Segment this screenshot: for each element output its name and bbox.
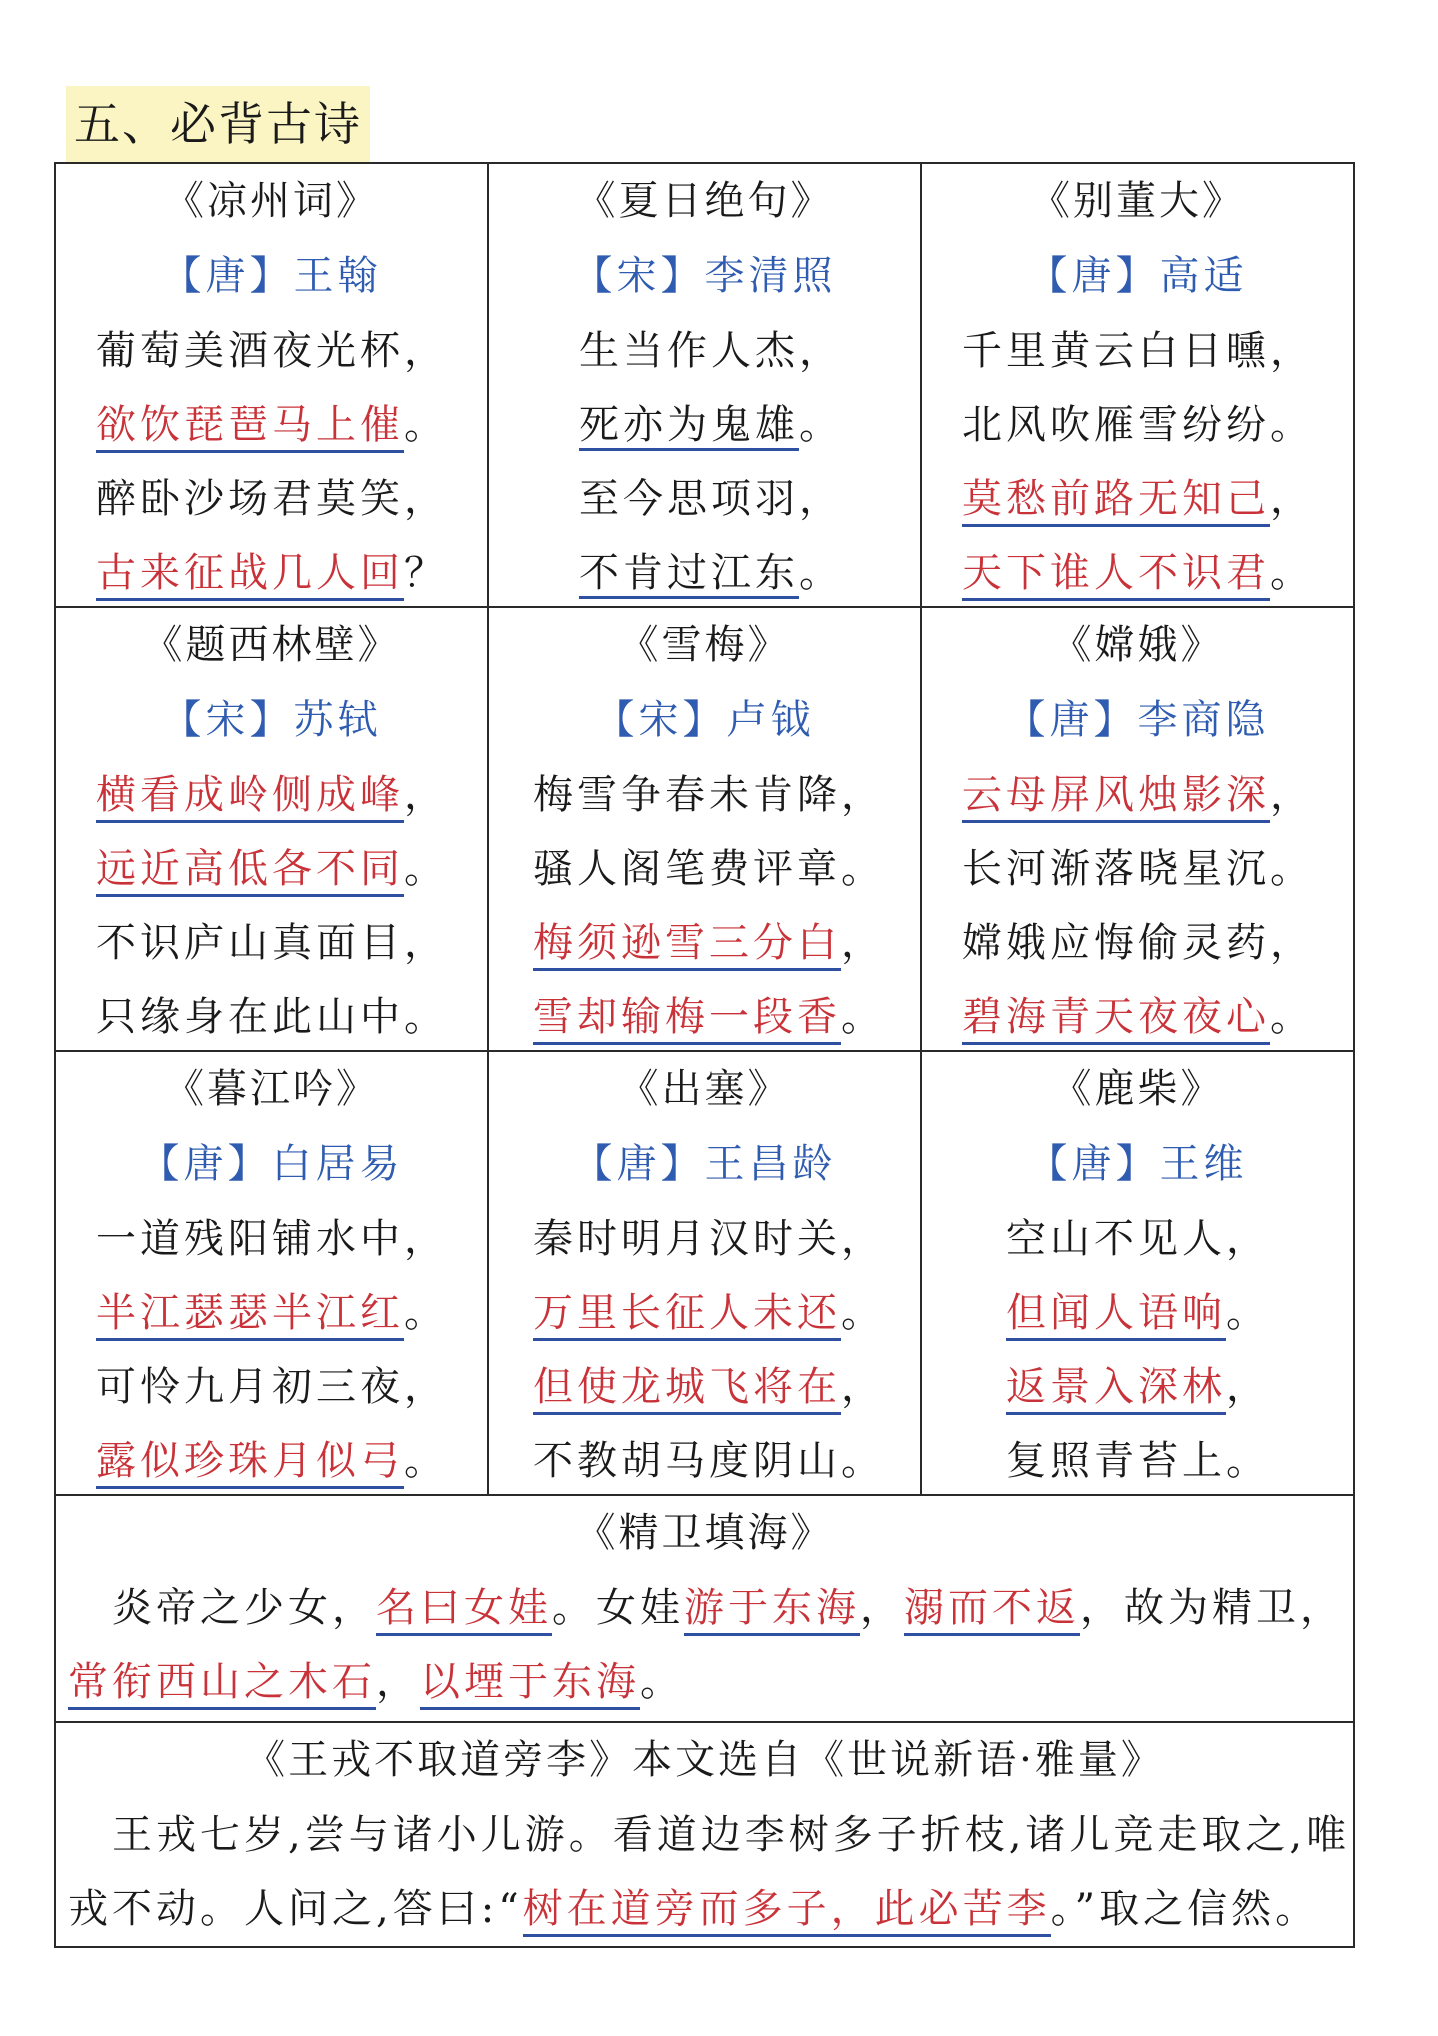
poem-author: 【唐】高适 xyxy=(1027,253,1248,299)
prose-line xyxy=(56,1571,1353,1645)
poem-line xyxy=(56,758,487,832)
punctuation: ， xyxy=(1226,1216,1270,1262)
poem-cell xyxy=(55,607,488,1051)
poem-title: 《暮江吟》 xyxy=(164,1066,379,1112)
punctuation: ， xyxy=(841,920,885,966)
highlighted-verse: 但闻人语响 xyxy=(1006,1290,1226,1341)
prose-text: 。 xyxy=(640,1659,684,1705)
poem-author: 【宋】李清照 xyxy=(572,253,837,299)
poem-line xyxy=(922,758,1353,832)
wangrong-body xyxy=(56,1798,1353,1946)
punctuation: 。 xyxy=(799,402,843,448)
poem-line xyxy=(922,832,1353,906)
poem-cell xyxy=(921,163,1354,607)
poem-title: 《出塞》 xyxy=(618,1066,791,1112)
poem-author: 【唐】王维 xyxy=(1027,1141,1248,1187)
verse: 秦时明月汉时关 xyxy=(533,1216,841,1262)
punctuation: 。 xyxy=(799,550,843,596)
verse: 不识庐山真面目 xyxy=(96,920,404,966)
poem-line xyxy=(922,462,1353,536)
punctuation: ， xyxy=(404,328,448,374)
punctuation: ， xyxy=(841,772,885,818)
highlighted-verse: 雪却输梅一段香 xyxy=(533,994,841,1045)
highlighted-verse: 梅须逊雪三分白 xyxy=(533,920,841,971)
prose-text: 。女娃 xyxy=(552,1585,684,1631)
poem-cell xyxy=(921,607,1354,1051)
punctuation: 。 xyxy=(1226,1438,1270,1484)
highlighted-phrase: 常衔西山之木石 xyxy=(68,1659,376,1710)
highlighted-verse: 莫愁前路无知己 xyxy=(962,476,1270,527)
punctuation: 。 xyxy=(404,402,448,448)
prose-line xyxy=(56,1872,1353,1946)
poem-title: 《题西林壁》 xyxy=(142,622,401,668)
poem-line xyxy=(489,388,920,462)
poem-author: 【唐】李商隐 xyxy=(1005,697,1270,743)
poem-line xyxy=(922,1350,1353,1424)
highlighted-verse: 天下谁人不识君 xyxy=(962,550,1270,601)
punctuation: 。 xyxy=(404,846,448,892)
verse: 葡萄美酒夜光杯 xyxy=(96,328,404,374)
verse: 死亦为鬼雄 xyxy=(579,402,799,451)
wangrong-title: 《王戎不取道旁李》本文选自《世说新语·雅量》 xyxy=(245,1737,1164,1783)
poem-title: 《别董大》 xyxy=(1030,178,1245,224)
punctuation: 。 xyxy=(404,1438,448,1484)
punctuation: ， xyxy=(404,476,448,522)
poem-line xyxy=(56,462,487,536)
poem-line xyxy=(922,1276,1353,1350)
verse: 千里黄云白日曛 xyxy=(962,328,1270,374)
punctuation: 。 xyxy=(841,1290,885,1336)
highlighted-phrase: 游于东海 xyxy=(684,1585,860,1636)
poem-author: 【唐】白居易 xyxy=(139,1141,404,1187)
poem-line xyxy=(489,906,920,980)
poem-line xyxy=(56,1350,487,1424)
prose-text: ，故为精卫， xyxy=(1080,1585,1344,1631)
prose-text: ， xyxy=(376,1659,420,1705)
poem-line xyxy=(922,1202,1353,1276)
poem-title: 《雪梅》 xyxy=(618,622,791,668)
poem-table xyxy=(54,162,1355,1948)
poem-line xyxy=(489,758,920,832)
jingwei-title: 《精卫填海》 xyxy=(575,1510,834,1556)
prose-text: 炎帝之少女， xyxy=(68,1585,376,1631)
poem-line xyxy=(489,536,920,610)
poem-line xyxy=(489,980,920,1054)
punctuation: ， xyxy=(841,1216,885,1262)
highlighted-phrase: 溺而不返 xyxy=(904,1585,1080,1636)
highlighted-verse: 万里长征人未还 xyxy=(533,1290,841,1341)
verse: 北风吹雁雪纷纷 xyxy=(962,402,1270,448)
verse: 梅雪争春未肯降 xyxy=(533,772,841,818)
punctuation: ， xyxy=(404,1364,448,1410)
poem-title: 《鹿柴》 xyxy=(1051,1066,1224,1112)
punctuation: 。 xyxy=(841,994,885,1040)
punctuation: ， xyxy=(404,772,448,818)
punctuation: ， xyxy=(799,476,843,522)
punctuation: ， xyxy=(1270,476,1314,522)
punctuation: ？ xyxy=(404,550,448,596)
prose-text: 。”取之信然。 xyxy=(1050,1886,1320,1932)
verse: 嫦娥应悔偷灵药 xyxy=(962,920,1270,966)
poem-cell xyxy=(488,163,921,607)
verse: 可怜九月初三夜 xyxy=(96,1364,404,1410)
poem-line xyxy=(489,462,920,536)
poem-line xyxy=(489,1350,920,1424)
punctuation: 。 xyxy=(404,1290,448,1336)
poem-line xyxy=(922,314,1353,388)
prose-line xyxy=(56,1645,1353,1719)
poem-line xyxy=(56,906,487,980)
highlighted-verse: 但使龙城飞将在 xyxy=(533,1364,841,1415)
poem-cell xyxy=(55,1051,488,1495)
verse: 长河渐落晓星沉 xyxy=(962,846,1270,892)
highlighted-verse: 古来征战几人回 xyxy=(96,550,404,601)
punctuation: ， xyxy=(404,1216,448,1262)
verse: 至今思项羽 xyxy=(579,476,799,522)
jingwei-cell xyxy=(55,1495,1354,1722)
verse: 复照青苔上 xyxy=(1006,1438,1226,1484)
poem-line xyxy=(56,1424,487,1498)
poem-author: 【唐】王翰 xyxy=(161,253,382,299)
punctuation: 。 xyxy=(1270,994,1314,1040)
poem-line xyxy=(922,536,1353,610)
highlighted-verse: 返景入深林 xyxy=(1006,1364,1226,1415)
punctuation: 。 xyxy=(841,1438,885,1484)
jingwei-body xyxy=(56,1571,1353,1719)
verse: 不教胡马度阴山 xyxy=(533,1438,841,1484)
punctuation: 。 xyxy=(841,846,885,892)
poem-line xyxy=(489,1202,920,1276)
wangrong-cell xyxy=(55,1722,1354,1947)
highlighted-verse: 横看成岭侧成峰 xyxy=(96,772,404,823)
poem-line xyxy=(56,314,487,388)
poem-title: 《夏日绝句》 xyxy=(575,178,834,224)
verse: 一道残阳铺水中 xyxy=(96,1216,404,1262)
highlighted-phrase: 树在道旁而多子，此必苦李 xyxy=(523,1886,1051,1937)
poem-line xyxy=(922,388,1353,462)
highlighted-verse: 碧海青天夜夜心 xyxy=(962,994,1270,1045)
punctuation: ， xyxy=(404,920,448,966)
punctuation: ， xyxy=(1270,772,1314,818)
punctuation: ， xyxy=(1270,920,1314,966)
poem-line xyxy=(56,1202,487,1276)
punctuation: 。 xyxy=(404,994,448,1040)
highlighted-verse: 露似珍珠月似弓 xyxy=(96,1438,404,1489)
highlighted-verse: 半江瑟瑟半江红 xyxy=(96,1290,404,1341)
verse: 生当作人杰 xyxy=(579,328,799,374)
highlighted-verse: 云母屏风烛影深 xyxy=(962,772,1270,823)
prose-line xyxy=(56,1798,1353,1872)
prose-text: 王戎七岁,尝与诸小儿游。看道边李树多子折枝,诸儿竞走取之,唯 xyxy=(68,1812,1351,1858)
highlighted-phrase: 名曰女娃 xyxy=(376,1585,552,1636)
poem-line xyxy=(922,1424,1353,1498)
poem-title: 《凉州词》 xyxy=(164,178,379,224)
section-title: 五、必背古诗 xyxy=(66,86,370,162)
verse: 只缘身在此山中 xyxy=(96,994,404,1040)
punctuation: 。 xyxy=(1226,1290,1270,1336)
poem-line xyxy=(489,832,920,906)
prose-text: ， xyxy=(860,1585,904,1631)
verse: 醉卧沙场君莫笑 xyxy=(96,476,404,522)
punctuation: 。 xyxy=(1270,402,1314,448)
highlighted-verse: 远近高低各不同 xyxy=(96,846,404,897)
poem-cell xyxy=(921,1051,1354,1495)
poem-line xyxy=(922,980,1353,1054)
verse: 空山不见人 xyxy=(1006,1216,1226,1262)
poem-line xyxy=(489,314,920,388)
poem-title: 《嫦娥》 xyxy=(1051,622,1224,668)
punctuation: ， xyxy=(1270,328,1314,374)
poem-line xyxy=(56,536,487,610)
poem-line xyxy=(489,1424,920,1498)
poem-line xyxy=(56,1276,487,1350)
verse: 骚人阁笔费评章 xyxy=(533,846,841,892)
poem-author: 【宋】苏轼 xyxy=(161,697,382,743)
poem-line xyxy=(489,1276,920,1350)
poem-line xyxy=(56,388,487,462)
highlighted-verse: 欲饮琵琶马上催 xyxy=(96,402,404,453)
poem-author: 【唐】王昌龄 xyxy=(572,1141,837,1187)
punctuation: ， xyxy=(841,1364,885,1410)
punctuation: 。 xyxy=(1270,846,1314,892)
poem-line xyxy=(922,906,1353,980)
highlighted-phrase: 以堙于东海 xyxy=(420,1659,640,1710)
poem-line xyxy=(56,980,487,1054)
poem-cell xyxy=(488,607,921,1051)
punctuation: ， xyxy=(1226,1364,1270,1410)
punctuation: 。 xyxy=(1270,550,1314,596)
poem-author: 【宋】卢钺 xyxy=(594,697,815,743)
punctuation: ， xyxy=(799,328,843,374)
verse: 不肯过江东 xyxy=(579,550,799,599)
poem-cell xyxy=(488,1051,921,1495)
poem-line xyxy=(56,832,487,906)
poem-cell xyxy=(55,163,488,607)
prose-text: 戎不动。人问之,答曰:“ xyxy=(68,1886,523,1932)
